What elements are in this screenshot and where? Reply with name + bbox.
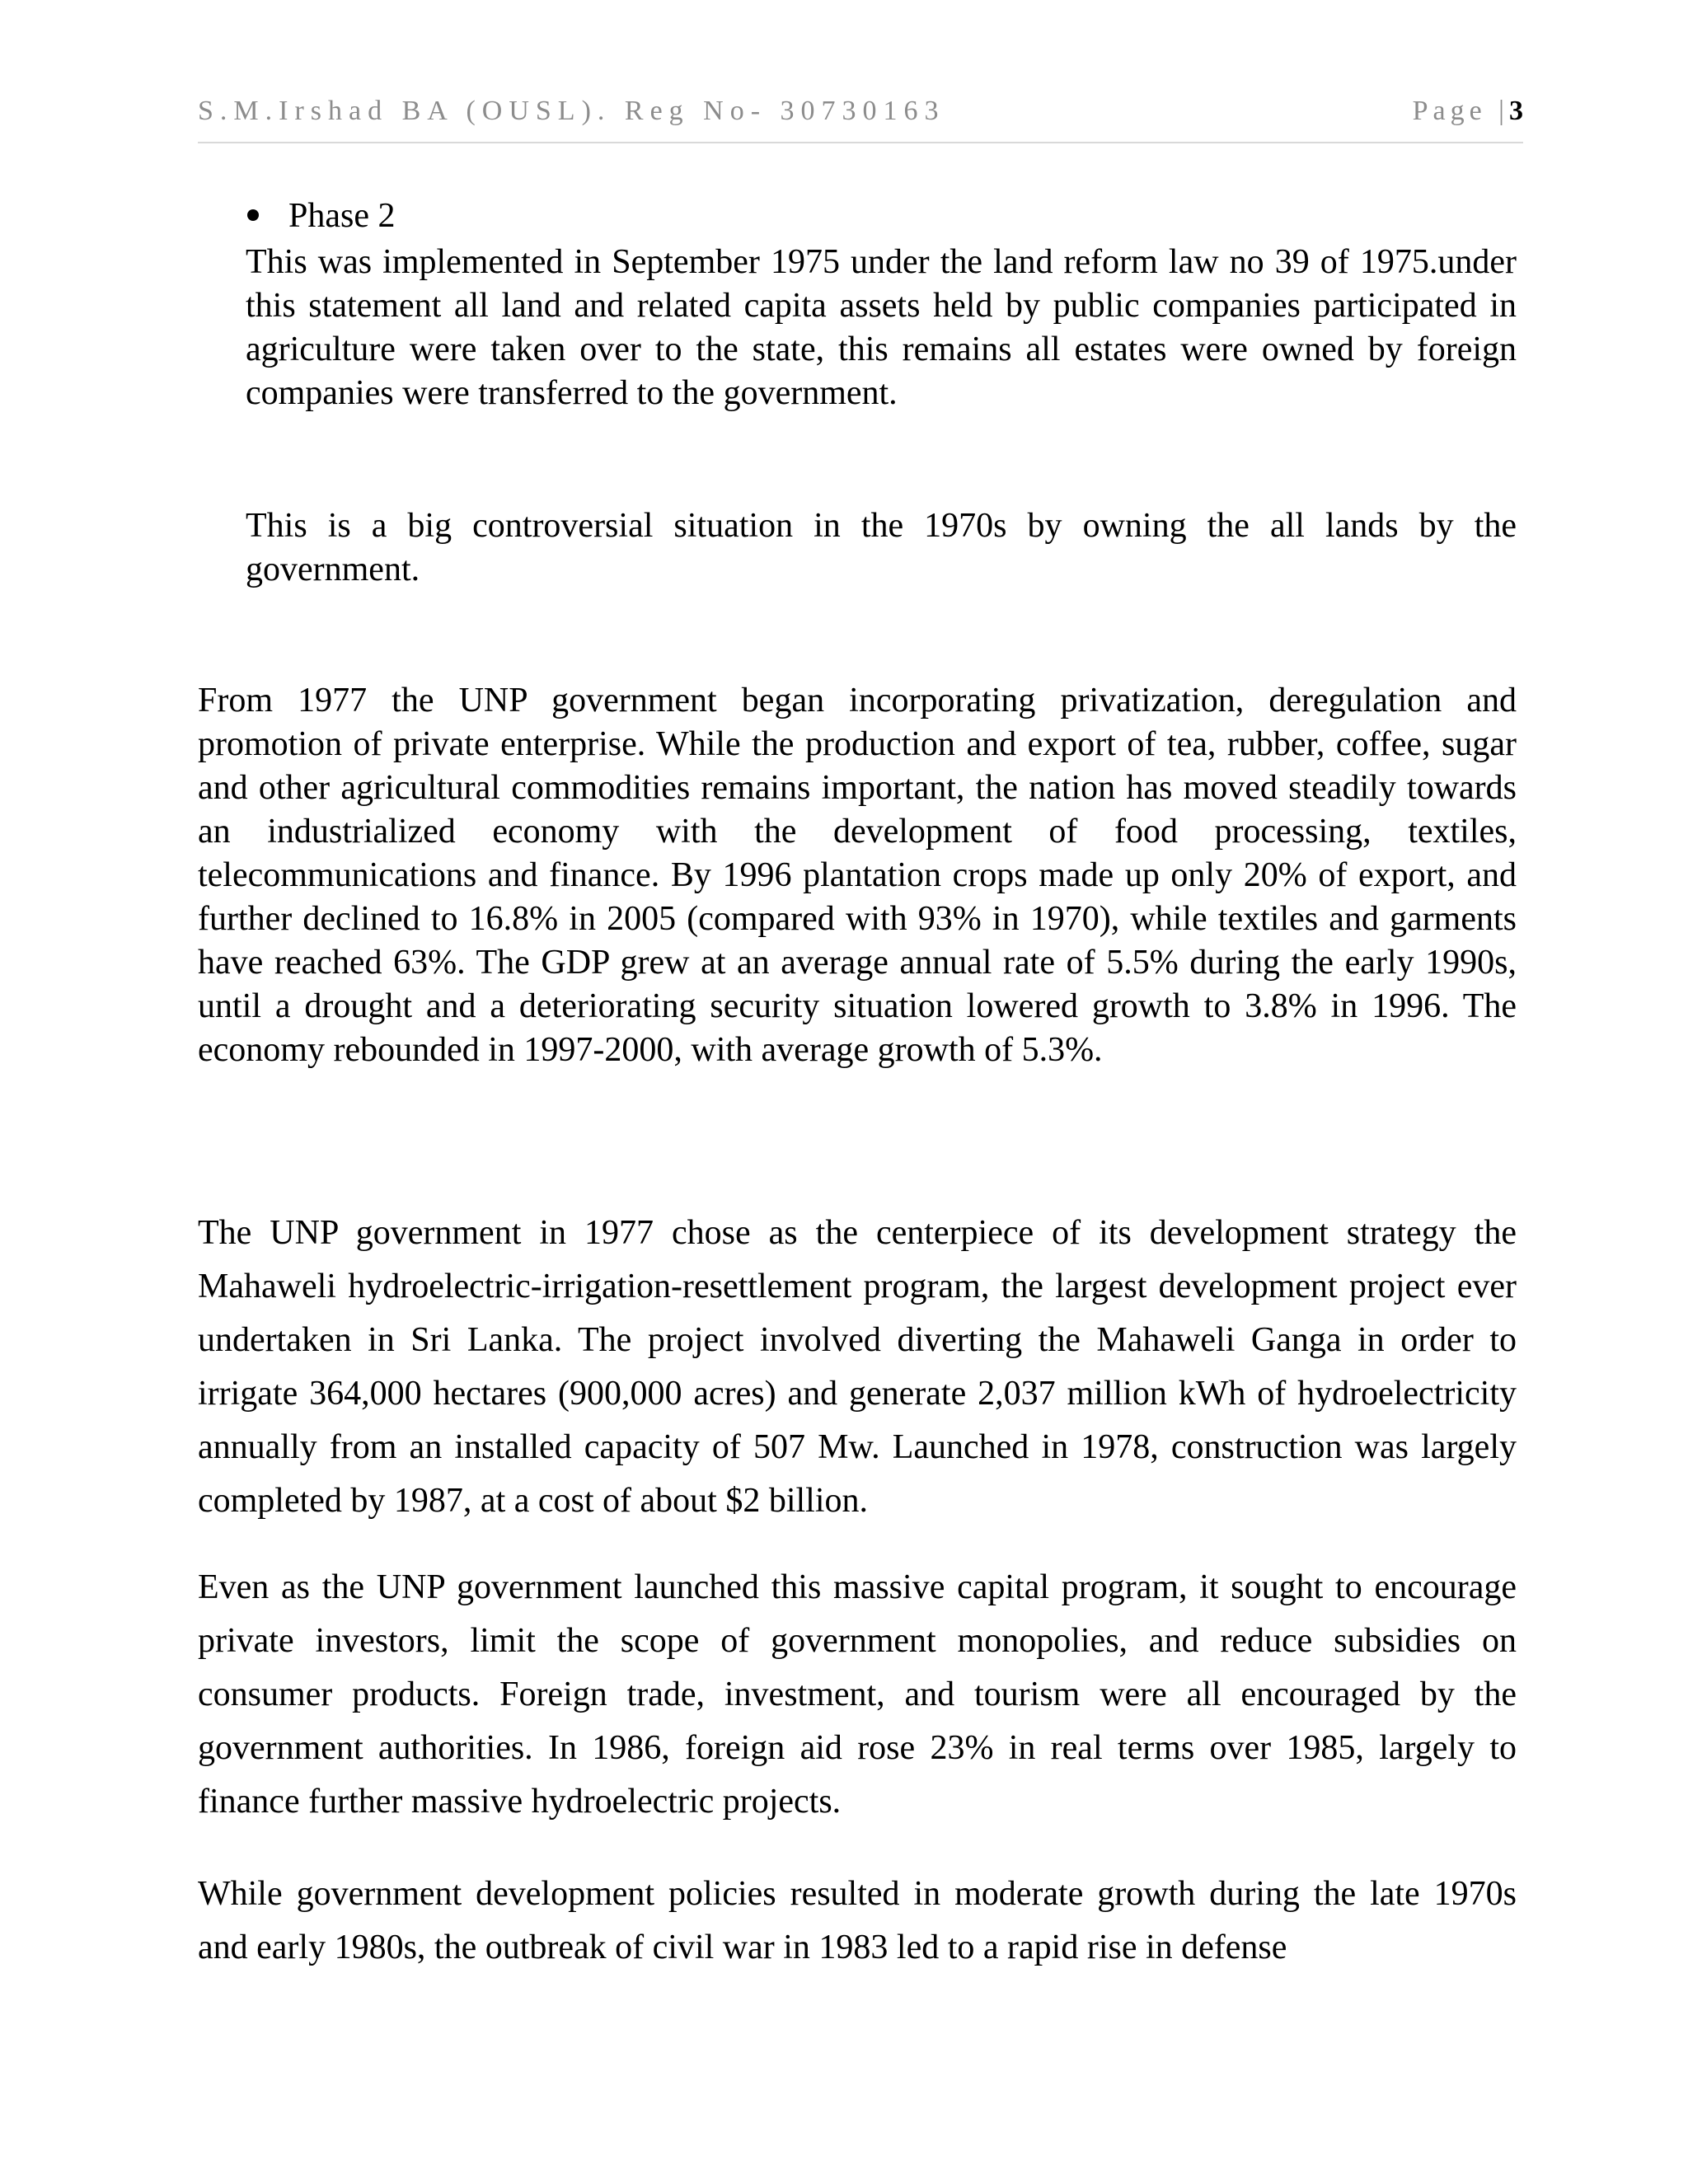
header-page-number: 3 bbox=[1509, 96, 1523, 126]
paragraph-privatization: From 1977 the UNP government began incorporating privatization, deregulation and promotion of private enterprise. While the production and export of tea, rubber, coffee, sugar and other agricultural commodities remains important, the nation has moved steadily towards an industrialized economy with the development of food processing, textiles, telecommunications and finance. By 1996 plantation crops made up only 20% of export, and further declined to 16.8% in 2005 (compared with 93% in 1970), while textiles and garments have reached 63%. The GDP grew at an average annual rate of 5.5% during the early 1990s, until a drought and a deteriorating security situation lowered growth to 3.8% in 1996. The economy rebounded in 1997-2000, with average growth of 5.3%. bbox=[198, 682, 1517, 1069]
header-page-indicator bbox=[1413, 96, 1523, 127]
phase-bullet bbox=[247, 196, 396, 236]
page-header bbox=[198, 96, 1523, 143]
paragraph-capital-program: Even as the UNP government launched this massive capital program, it sought to encourage private investors, limit the scope of government monopolies, and reduce subsidies on consumer products. Foreign trade, investment, and tourism were all encouraged by the government authorities. In 1986, foreign aid rose 23% in real terms over 1985, largely to finance further massive hydroelectric projects. bbox=[198, 1568, 1517, 1821]
phase-bullet-label: Phase 2 bbox=[288, 197, 396, 235]
phase-paragraph: This was implemented in September 1975 under the land reform law no 39 of 1975.under this statement all land and related capita assets held by public companies participated in agriculture were taken over to the state, this remains all estates were owned by foreign companies were transferred to the government. bbox=[246, 243, 1517, 412]
header-page-label: Page | bbox=[1412, 96, 1509, 126]
paragraph-civil-war: While government development policies resulted in moderate growth during the late 1970s and early 1980s, the outbreak of civil war in 1983 led to a rapid rise in defense bbox=[198, 1875, 1517, 1966]
paragraph-mahaweli: The UNP government in 1977 chose as the centerpiece of its development strategy the Mahaweli hydroelectric-irrigation-resettlement program, the largest development project ever undertaken in Sri Lanka. The project involved diverting the Mahaweli Ganga in order to irrigate 364,000 hectares (900,000 acres) and generate 2,037 million kWh of hydroelectricity annually from an installed capacity of 507 Mw. Launched in 1978, construction was largely completed by 1987, at a cost of about $2 billion. bbox=[198, 1214, 1517, 1520]
phase-note: This is a big controversial situation in the 1970s by owning the all lands by the government. bbox=[246, 507, 1517, 588]
header-author-reg: S.M.Irshad BA (OUSL). Reg No- 30730163 bbox=[198, 96, 945, 126]
bullet-icon bbox=[247, 209, 259, 221]
